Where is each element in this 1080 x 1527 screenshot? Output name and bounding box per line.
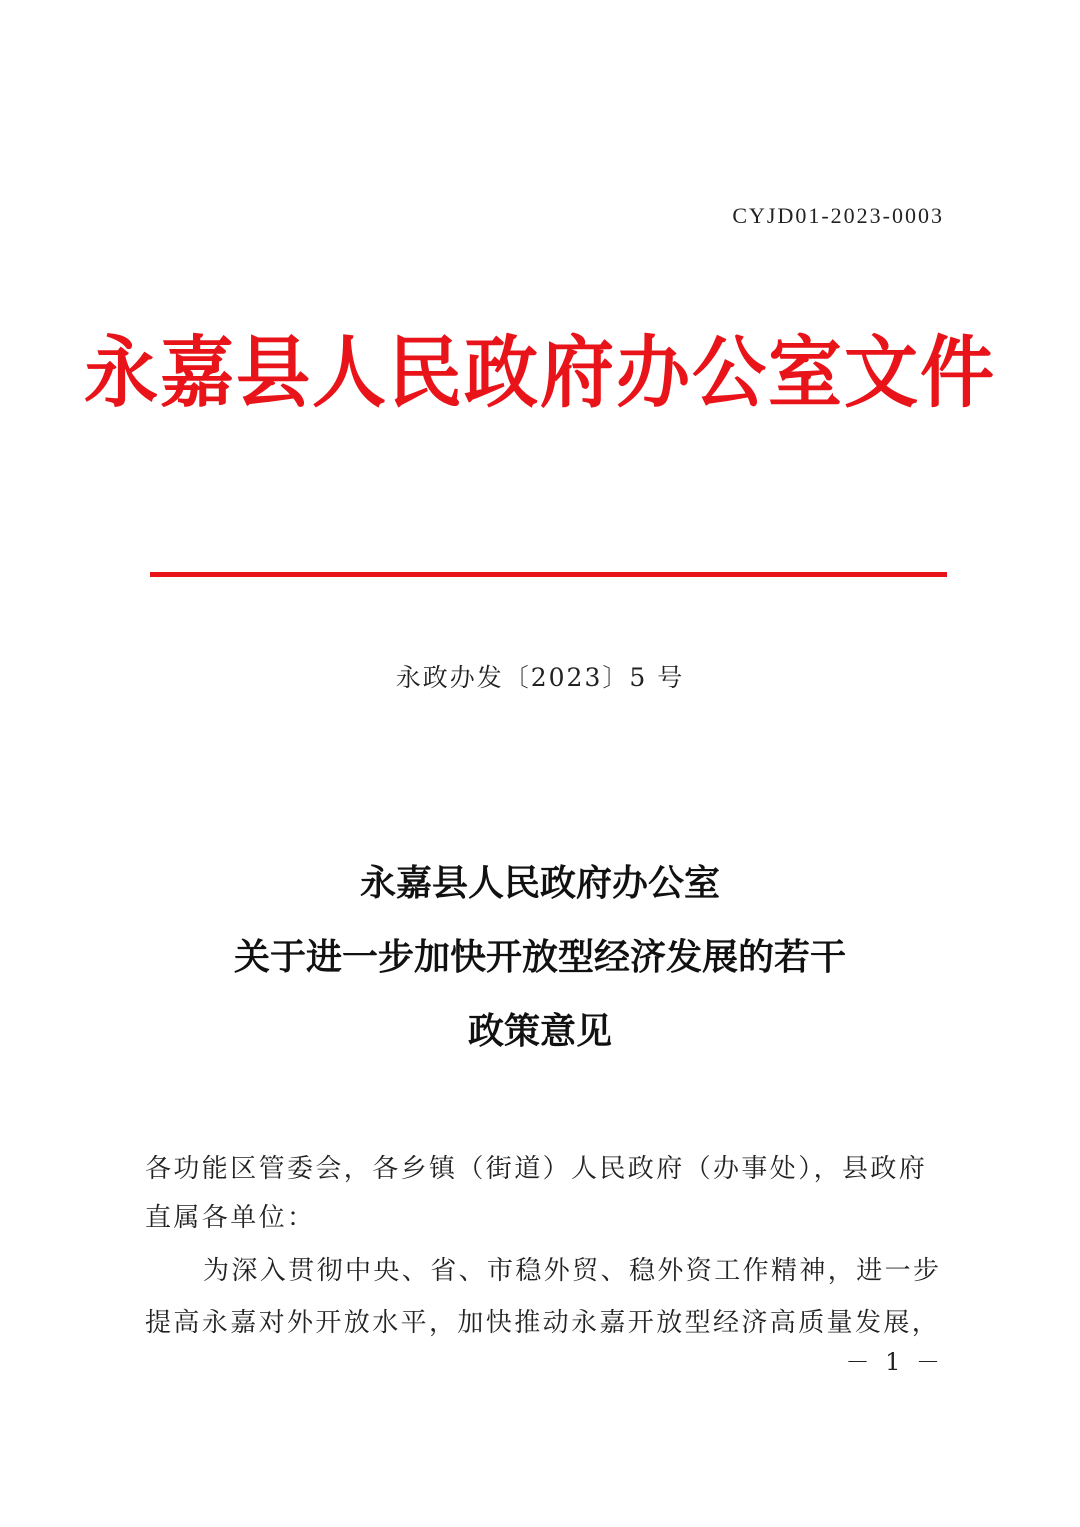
salutation-line-1: 各功能区管委会，各乡镇（街道）人民政府（办事处），县政府 — [145, 1154, 928, 1184]
document-code: CYJD01-2023-0003 — [732, 203, 944, 228]
page-number: － 1 － — [845, 1348, 944, 1376]
document-title — [0, 846, 1080, 1068]
title-line-2: 关于进一步加快开放型经济发展的若干 — [233, 936, 846, 978]
document-number: 永政办发〔2023〕5 号 — [395, 663, 685, 692]
salutation-line-2: 直属各单位： — [145, 1203, 316, 1233]
title-line-3: 政策意见 — [467, 1010, 612, 1052]
document-header-title: 永嘉县人民政府办公室文件 — [84, 327, 996, 419]
header-divider-line — [150, 572, 947, 577]
paragraph-line-1: 为深入贯彻中央、省、市稳外贸、稳外资工作精神，进一步 — [203, 1256, 942, 1286]
paragraph-line-2: 提高永嘉对外开放水平，加快推动永嘉开放型经济高质量发展， — [145, 1308, 941, 1338]
title-line-1: 永嘉县人民政府办公室 — [359, 862, 720, 904]
